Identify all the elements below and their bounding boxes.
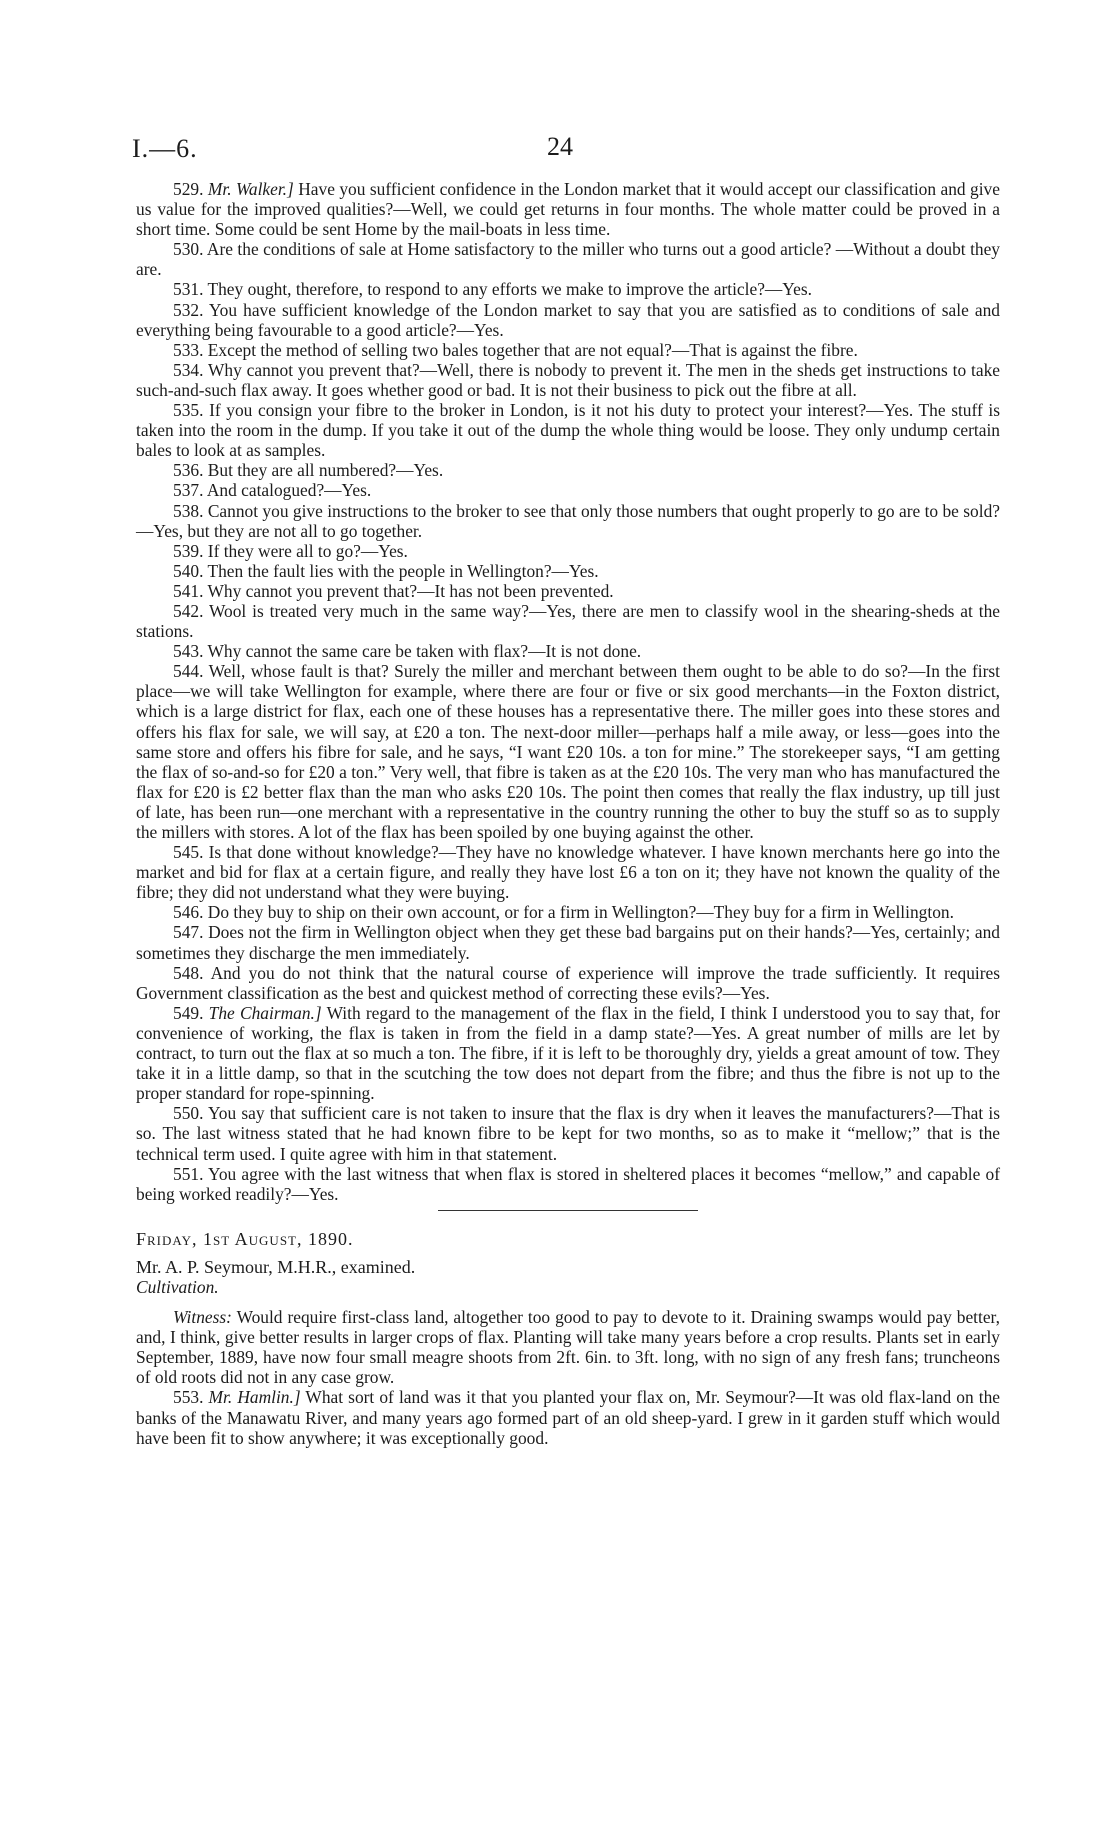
section-divider xyxy=(438,1210,698,1211)
question-number: 532. xyxy=(173,299,204,320)
question-item xyxy=(136,480,1000,500)
document-body xyxy=(136,179,1000,1448)
question-text: Then the fault lies with the people in Wellington?—Yes. xyxy=(207,560,599,581)
question-text: You have sufficient knowledge of the London market to say that you are satisfied as to conditions of sale and everything being favourable to a good article?—Yes. xyxy=(136,299,1000,340)
question-text: Except the method of selling two bales together that are not equal?—That is against the fibre. xyxy=(207,339,858,360)
question-text: Well, whose fault is that? Surely the miller and merchant between them ought to be able to do so?—In the first place—we will take Wellington for example, where there are four or five or six good merchants—in the Foxton district, which is a large district for flax, each one of these houses has a representative there. The miller goes into these stores and offers his flax for sale, we will say, at £20 a ton. The next-door miller—perhaps half a mile away, or less—goes into the same store and offers his fibre for sale, and he says, “I want £20 10s. a ton for mine.” The storekeeper says, “I am getting the flax of so-and-so for £20 a ton.” Very well, that fibre is taken as at the £20 10s. The very man who has manufactured the flax for £20 is £2 better flax than the man who asks £20 10s. The point then comes that really the flax industry, up till just of late, has been run—one merchant with a representative in the country running the other to buy the stuff so as to supply the millers with stores. A lot of the flax has been spoiled by one buying against the other. xyxy=(136,661,1000,842)
question-text: And you do not think that the natural course of experience will improve the trade sufficiently. It requires Government classification as the best and quickest method of correcting these evils?—Yes. xyxy=(136,962,1001,1003)
question-number: 542. xyxy=(173,600,204,621)
hearing-date: Friday, 1st August, 1890. xyxy=(136,1228,354,1249)
speaker: Mr. Hamlin.] xyxy=(208,1387,301,1408)
question-number: 536. xyxy=(173,460,204,481)
question-text: Wool is treated very much in the same way?—Yes, there are men to classify wool in the shearing-sheds at the stations. xyxy=(136,600,1000,642)
question-item xyxy=(136,922,1000,962)
question-item xyxy=(136,541,1000,561)
question-text: Are the conditions of sale at Home satisfactory to the miller who turns out a good article? —Without a doubt they are. xyxy=(136,239,1001,280)
question-number: 541. xyxy=(173,580,204,601)
paper-reference: I.—6. xyxy=(132,134,198,163)
question-item xyxy=(136,400,1000,460)
witness-text: Would require first-class land, altogether too good to pay to devote to it. Draining swamps would pay better, and, I think, give better results in larger crops of flax. Planting will take many years before a crop results. Plants set in early September, 1889, have now four small meagre shoots from 2ft. 6in. to 3ft. long, with no sign of any fresh fans; truncheons of old roots did not in any case grow. xyxy=(136,1307,1000,1388)
question-text: You agree with the last witness that when flax is stored in sheltered places it becomes “mellow,” and capable of being worked readily?—Yes. xyxy=(136,1163,1001,1204)
question-text: Why cannot the same care be taken with flax?—It is not done. xyxy=(207,641,642,662)
question-number: 535. xyxy=(173,400,204,421)
question-text: Have you sufficient confidence in the London market that it would accept our classification and give us value for the improved qualities?—Well, we could get returns in four months. The whole matter could be proved in a short time. Some could be sent Home by the mail-boats in less time. xyxy=(136,179,1000,240)
question-text: They ought, therefore, to respond to any efforts we make to improve the article?—Yes. xyxy=(207,279,812,300)
question-item xyxy=(136,902,1000,922)
question-number: 551. xyxy=(173,1163,204,1184)
question-item xyxy=(136,279,1000,299)
question-number: 546. xyxy=(173,902,204,923)
question-text: Cannot you give instructions to the broker to see that only those numbers that ought properly to go are to be sold?—Yes, but they are not all to go together. xyxy=(136,500,1000,541)
speaker: Mr. Walker.] xyxy=(207,179,294,199)
question-item xyxy=(136,1164,1000,1204)
witness-name-line: Mr. A. P. Seymour, M.H.R., examined. xyxy=(136,1256,416,1277)
question-item xyxy=(136,460,1000,480)
question-number: 550. xyxy=(173,1103,204,1124)
question-item xyxy=(136,641,1000,661)
witness-statement xyxy=(136,1307,1000,1387)
question-item xyxy=(136,1103,1000,1163)
question-item xyxy=(136,963,1000,1003)
question-item xyxy=(136,661,1000,842)
witness-label: Witness: xyxy=(173,1307,232,1328)
question-text: Do they buy to ship on their own account, or for a firm in Wellington?—They buy for a firm in Wellington. xyxy=(207,902,954,923)
question-number: 534. xyxy=(173,359,204,380)
question-number: 553. xyxy=(173,1387,204,1408)
question-text: You say that sufficient care is not taken to insure that the flax is dry when it leaves the manufacturers?—That is so. The last witness stated that he had known fibre to be kept for two months, so as to make it “mellow;” that is the technical term used. I quite agree with him in that statement. xyxy=(136,1103,1000,1164)
section-subheading: Cultivation. xyxy=(136,1276,219,1297)
question-item xyxy=(136,340,1000,360)
question-text: If they were all to go?—Yes. xyxy=(207,540,408,561)
question-number: 529. xyxy=(173,179,204,199)
question-item xyxy=(136,581,1000,601)
question-text: Does not the firm in Wellington object when they get these bad bargains put on their hands?—Yes, certainly; and sometimes they discharge the men immediately. xyxy=(136,922,1000,963)
speaker: The Chairman.] xyxy=(208,1002,322,1023)
question-item xyxy=(136,561,1000,581)
question-item xyxy=(136,842,1000,902)
question-number: 545. xyxy=(173,842,204,863)
question-item xyxy=(136,601,1000,641)
question-number: 533. xyxy=(173,339,204,360)
question-text: What sort of land was it that you planted your flax on, Mr. Seymour?—It was old flax-land on the banks of the Manawatu River, and many years ago formed part of an old sheep-yard. I grew in it garden stuff which would have been fit to show anywhere; it was exceptionally good. xyxy=(136,1387,1000,1448)
question-text: But they are all numbered?—Yes. xyxy=(207,460,444,481)
questions-list xyxy=(136,179,1000,1204)
question-item xyxy=(136,300,1000,340)
question-text: With regard to the management of the flax in the field, I think I understood you to say that, for convenience of working, the flax is taken in from the field in a damp state?—Yes. A great number of mills are let by contract, to turn out the flax at so much a ton. The fibre, if it is left to be thoroughly dry, yields a great amount of tow. They take it in a little damp, so that in the scutching the tow does not depart from the fibre; and thus the fibre is not up to the proper standard for rope-spinning. xyxy=(136,1002,1000,1104)
page-number: 24 xyxy=(547,132,573,161)
question-item xyxy=(136,501,1000,541)
question-553 xyxy=(136,1387,1000,1447)
question-number: 547. xyxy=(173,922,204,943)
question-number: 539. xyxy=(173,540,204,561)
question-text: And catalogued?—Yes. xyxy=(206,480,372,501)
question-number: 530. xyxy=(173,239,204,260)
question-text: Why cannot you prevent that?—It has not been prevented. xyxy=(207,580,614,601)
question-number: 549. xyxy=(173,1002,204,1023)
question-number: 548. xyxy=(173,962,204,983)
question-text: If you consign your fibre to the broker in London, is it not his duty to protect your interest?—Yes. The stuff is taken into the room in the dump. If you take it out of the dump the whole thing would be loose. They only undump certain bales to look at as samples. xyxy=(136,400,1000,461)
question-item xyxy=(136,239,1000,279)
question-text: Why cannot you prevent that?—Well, there is nobody to prevent it. The men in the sheds get instructions to take such-and-such flax away. It goes whether good or bad. It is not their business to pick out the fibre at all. xyxy=(136,359,1000,400)
witness-examined-heading xyxy=(136,1257,1000,1277)
question-item xyxy=(136,1003,1000,1103)
question-item xyxy=(136,360,1000,400)
question-number: 531. xyxy=(173,279,204,300)
question-number: 543. xyxy=(173,641,204,662)
question-text: Is that done without knowledge?—They have no knowledge whatever. I have known merchants here go into the market and bid for flax at a certain figure, and really they have lost £6 a ton on it; they have not known the quality of the fibre; they did not understand what they were buying. xyxy=(136,842,1000,903)
question-item xyxy=(136,179,1000,239)
question-number: 544. xyxy=(173,661,204,682)
question-number: 538. xyxy=(173,500,204,521)
question-number: 540. xyxy=(173,560,204,581)
question-number: 537. xyxy=(173,480,204,501)
